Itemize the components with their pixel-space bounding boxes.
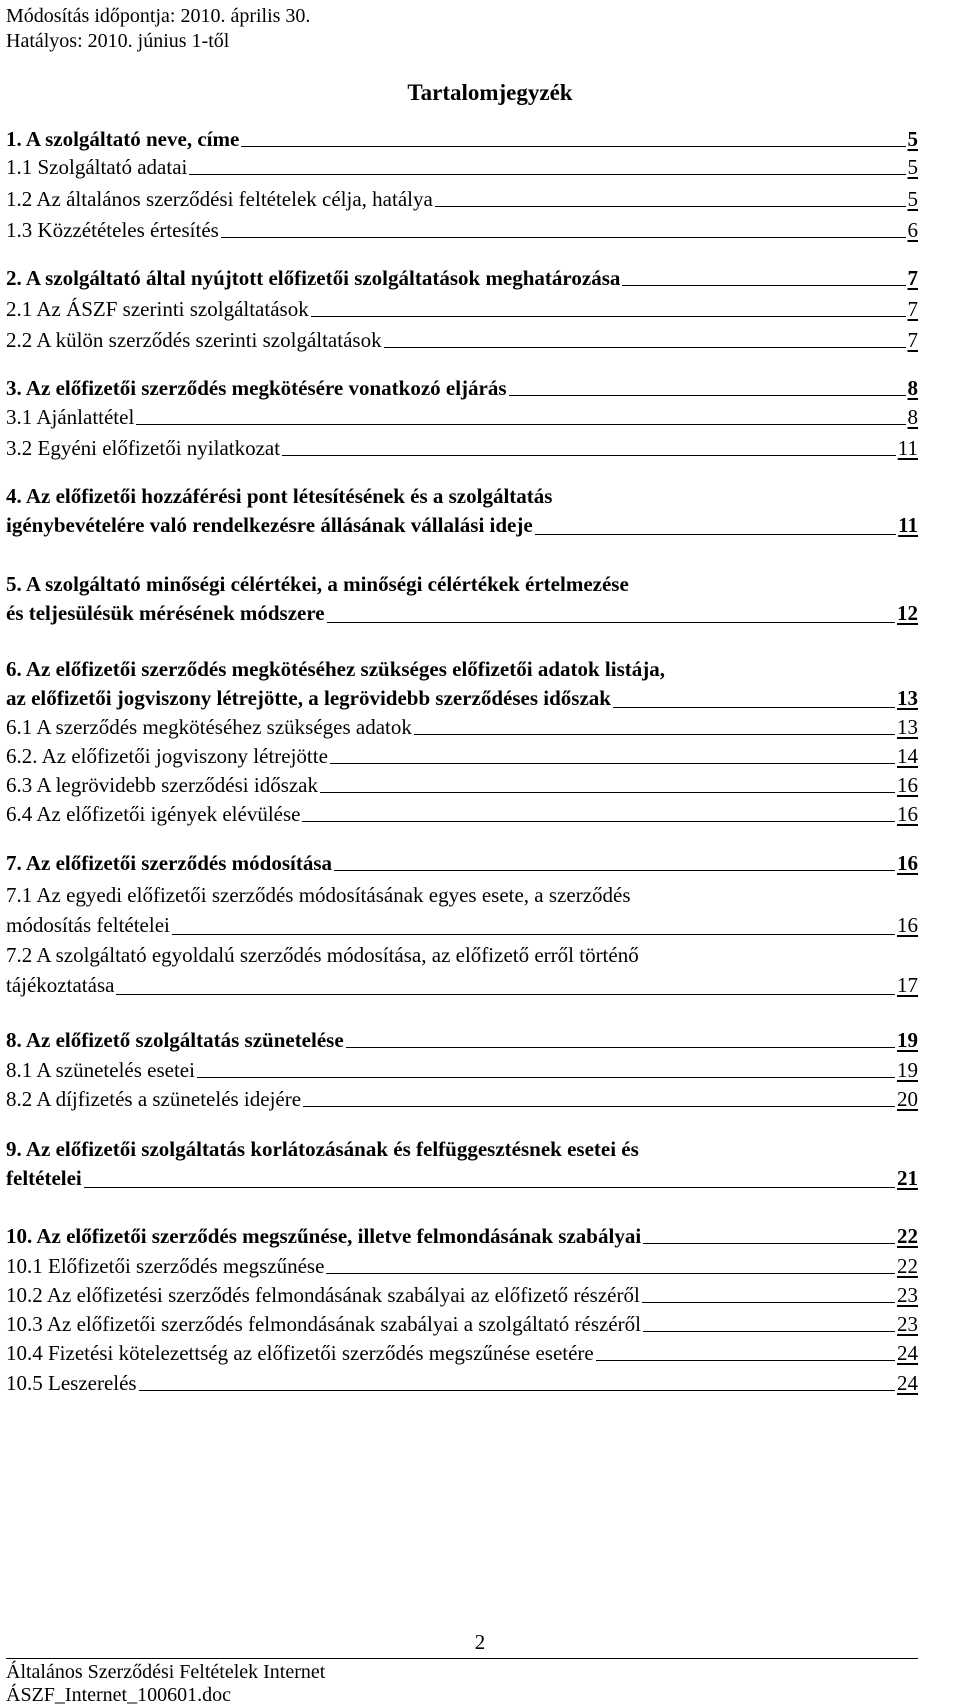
toc-page-number: 12 (897, 601, 918, 625)
toc-entry-title: és teljesülésük mérésének módszere (6, 601, 325, 625)
toc-entry-title: 7. Az előfizetői szerződés módosítása (6, 851, 333, 875)
toc-entry-title: 8.2 A díjfizetés a szünetelés idejére (6, 1087, 302, 1111)
toc-entry[interactable] (6, 1370, 918, 1396)
toc-leader-line (622, 285, 905, 286)
toc-entry[interactable] (6, 265, 918, 291)
footer-filename: ÁSZF_Internet_100601.doc (6, 1684, 231, 1706)
toc-entry-title: 1.3 Közzétételes értesítés (6, 218, 219, 242)
modification-date: Módosítás időpontja: 2010. április 30. (6, 5, 311, 27)
toc-entry-title: 2.2 A külön szerződés szerinti szolgáltatások (6, 328, 382, 352)
toc-leader-line (613, 707, 895, 708)
toc-page-number: 6 (907, 218, 918, 242)
toc-leader-line (642, 1302, 895, 1303)
toc-leader-line (136, 424, 905, 425)
toc-page-number: 16 (897, 773, 918, 797)
toc-title: Tartalomjegyzék (407, 80, 573, 105)
toc-entry-title: módosítás feltételei (6, 913, 170, 937)
toc-entry[interactable] (6, 850, 918, 876)
toc-entry-title: feltételei (6, 1166, 82, 1190)
toc-leader-line (326, 1273, 895, 1274)
toc-leader-line (330, 763, 895, 764)
toc-entry-title: 10.3 Az előfizetői szerződés felmondásának szabályai a szolgáltató részéről (6, 1312, 641, 1336)
toc-entry-title: 1.1 Szolgáltató adatai (6, 155, 188, 179)
toc-leader-line (302, 821, 895, 822)
toc-entry-title: 5. A szolgáltató minőségi célértékei, a minőségi célértékek értelmezése (6, 572, 629, 596)
toc-leader-line (414, 734, 895, 735)
toc-page-number: 5 (907, 127, 918, 151)
toc-entry-title: 3. Az előfizetői szerződés megkötésére vonatkozó eljárás (6, 376, 507, 400)
toc-entry[interactable] (6, 1223, 918, 1249)
toc-entry[interactable] (6, 1027, 918, 1053)
toc-entry[interactable] (6, 1253, 918, 1279)
toc-entry-title: 3.2 Egyéni előfizetői nyilatkozat (6, 436, 281, 460)
toc-entry[interactable] (6, 217, 918, 243)
toc-leader-line (221, 237, 906, 238)
toc-entry-title: 8.1 A szünetelés esetei (6, 1058, 195, 1082)
toc-page-number: 11 (897, 436, 918, 460)
toc-page-number: 7 (907, 297, 918, 321)
toc-page-number: 5 (907, 187, 918, 211)
toc-leader-line (320, 792, 895, 793)
toc-entry-title: 6.1 A szerződés megkötéséhez szükséges adatok (6, 715, 412, 739)
toc-leader-line (327, 622, 895, 623)
toc-page-number: 7 (907, 328, 918, 352)
toc-entry[interactable] (6, 154, 918, 180)
toc-entry-title: 4. Az előfizetői hozzáférési pont létesítésének és a szolgáltatás (6, 484, 553, 508)
toc-entry-title: 1.2 Az általános szerződési feltételek célja, hatálya (6, 187, 433, 211)
toc-entry-title: 10. Az előfizetői szerződés megszűnése, illetve felmondásának szabályai (6, 1224, 642, 1248)
toc-entry[interactable] (6, 1311, 918, 1337)
toc-entry-title: az előfizetői jogviszony létrejötte, a legrövidebb szerződéses időszak (6, 686, 611, 710)
toc-entry-title: 6.2. Az előfizetői jogviszony létrejötte (6, 744, 328, 768)
toc-page-number: 23 (897, 1312, 918, 1336)
toc-leader-line (197, 1077, 895, 1078)
toc-entry[interactable] (6, 940, 918, 1000)
toc-page-number: 11 (898, 513, 918, 537)
toc-leader-line (334, 870, 895, 871)
toc-entry[interactable] (6, 743, 918, 769)
toc-leader-line (346, 1047, 895, 1048)
effective-date: Hatályos: 2010. június 1-től (6, 30, 230, 52)
toc-page-number: 19 (897, 1028, 918, 1052)
toc-entry[interactable] (6, 655, 918, 713)
toc-entry[interactable] (6, 435, 918, 461)
toc-entry-title: 10.2 Az előfizetési szerződés felmondásának szabályai az előfizető részéről (6, 1283, 640, 1307)
toc-entry-title: 10.4 Fizetési kötelezettség az előfizetői szerződés megszűnése esetére (6, 1341, 594, 1365)
toc-page-number: 8 (907, 376, 918, 400)
toc-leader-line (596, 1360, 895, 1361)
toc-leader-line (139, 1390, 895, 1391)
toc-entry[interactable] (6, 1135, 918, 1193)
toc-page-number: 13 (897, 686, 918, 710)
toc-page-number: 23 (897, 1283, 918, 1307)
toc-entry-title: 7.1 Az egyedi előfizetői szerződés módosításának egyes esete, a szerződés (6, 883, 631, 907)
toc-page-number: 8 (907, 405, 918, 429)
toc-page-number: 16 (897, 851, 918, 875)
toc-entry-title: 7.2 A szolgáltató egyoldalú szerződés módosítása, az előfizető erről történő (6, 943, 639, 967)
toc-leader-line (311, 316, 906, 317)
toc-leader-line (435, 206, 906, 207)
toc-entry[interactable] (6, 186, 918, 212)
toc-page-number: 22 (897, 1254, 918, 1278)
toc-page-number: 14 (897, 744, 918, 768)
toc-page-number: 17 (897, 973, 918, 997)
toc-entry[interactable] (6, 801, 918, 827)
toc-leader-line (303, 1106, 895, 1107)
toc-entry[interactable] (6, 404, 918, 430)
toc-page-number: 16 (897, 913, 918, 937)
footer-doc-title: Általános Szerződési Feltételek Internet (6, 1661, 326, 1683)
toc-entry-title: 6.3 A legrövidebb szerződési időszak (6, 773, 319, 797)
toc-page-number: 24 (897, 1371, 918, 1395)
toc-page-number: 13 (897, 715, 918, 739)
toc-entry-title: 6. Az előfizetői szerződés megkötéséhez szükséges előfizetői adatok listája, (6, 657, 665, 681)
toc-entry[interactable] (6, 1282, 918, 1308)
toc-leader-line (509, 395, 906, 396)
toc-entry[interactable] (6, 375, 918, 401)
toc-entry[interactable] (6, 1086, 918, 1112)
toc-entry-title: 8. Az előfizető szolgáltatás szünetelése (6, 1028, 344, 1052)
toc-entry[interactable] (6, 1057, 918, 1083)
toc-leader-line (172, 934, 895, 935)
toc-entry-title: 10.5 Leszerelés (6, 1371, 137, 1395)
toc-leader-line (282, 455, 896, 456)
toc-leader-line (84, 1187, 895, 1188)
toc-leader-line (189, 174, 905, 175)
toc-entry-title: 3.1 Ajánlattétel (6, 405, 135, 429)
toc-entry-title: igénybevételére való rendelkezésre állásának vállalási ideje (6, 513, 533, 537)
toc-leader-line (643, 1331, 895, 1332)
toc-entry[interactable] (6, 126, 918, 152)
toc-entry-title: 2. A szolgáltató által nyújtott előfizetői szolgáltatások meghatározása (6, 266, 621, 290)
toc-leader-line (535, 534, 896, 535)
toc-entry[interactable] (6, 482, 918, 540)
toc-entry-title: 2.1 Az ÁSZF szerinti szolgáltatások (6, 297, 309, 321)
toc-entry[interactable] (6, 880, 918, 940)
toc-page-number: 24 (897, 1341, 918, 1365)
toc-leader-line (241, 146, 905, 147)
toc-entry-title: 1. A szolgáltató neve, címe (6, 127, 240, 151)
document-header (6, 4, 310, 54)
document-footer (6, 1661, 325, 1707)
toc-entry-title: 9. Az előfizetői szolgáltatás korlátozásának és felfüggesztésnek esetei és (6, 1137, 639, 1161)
toc-leader-line (116, 994, 895, 995)
toc-page-number: 5 (907, 155, 918, 179)
toc-page-number: 22 (897, 1224, 918, 1248)
toc-page-number: 7 (907, 266, 918, 290)
page-number: 2 (474, 1630, 486, 1654)
toc-page-number: 19 (897, 1058, 918, 1082)
toc-entry[interactable] (6, 327, 918, 353)
toc-page-number: 21 (897, 1166, 918, 1190)
toc-entry[interactable] (6, 1340, 918, 1366)
toc-page-number: 20 (897, 1087, 918, 1111)
toc-leader-line (643, 1243, 895, 1244)
toc-entry[interactable] (6, 714, 918, 740)
toc-entry[interactable] (6, 296, 918, 322)
toc-entry[interactable] (6, 772, 918, 798)
toc-entry-title: tájékoztatása (6, 973, 115, 997)
footer-divider (6, 1658, 918, 1659)
toc-entry[interactable] (6, 570, 918, 628)
toc-leader-line (384, 347, 906, 348)
toc-entry-title: 6.4 Az előfizetői igények elévülése (6, 802, 301, 826)
toc-entry-title: 10.1 Előfizetői szerződés megszűnése (6, 1254, 325, 1278)
toc-page-number: 16 (897, 802, 918, 826)
